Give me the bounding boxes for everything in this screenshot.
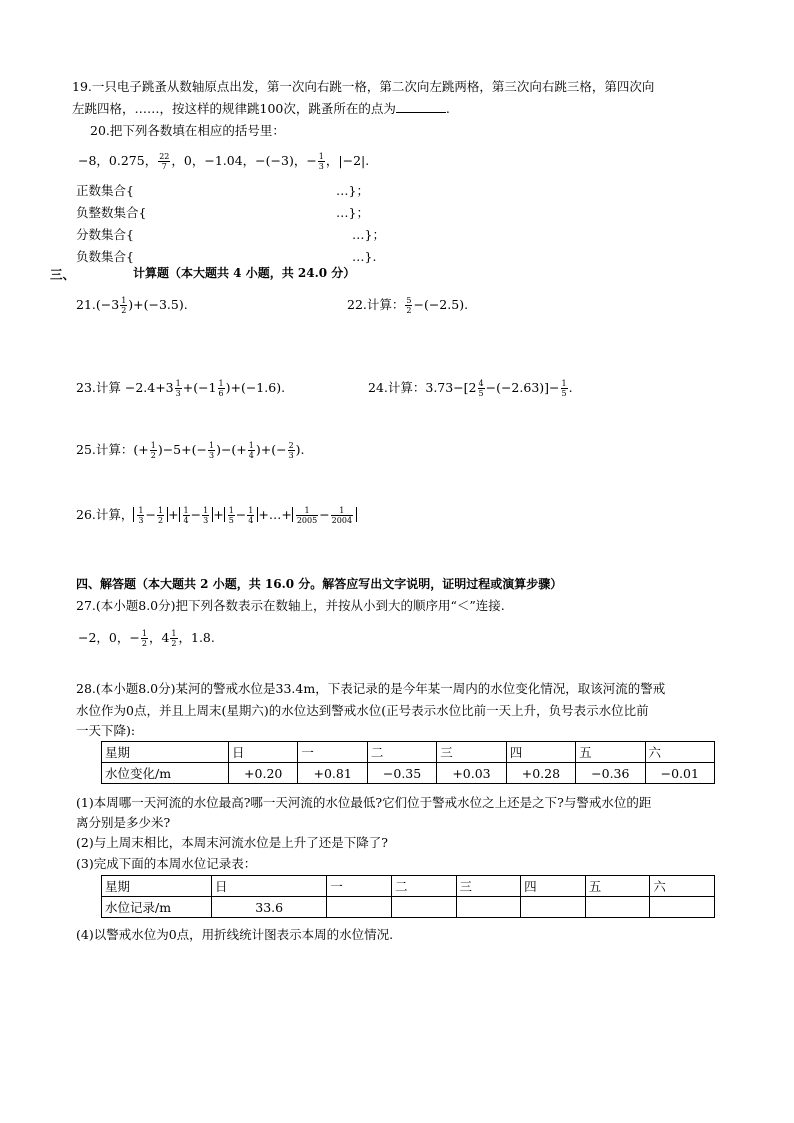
fraction-denominator: 2005	[296, 516, 318, 525]
q28-part1a: (1)本周哪一天河流的水位最高?哪一天河流的水位最低?它们位于警戒水位之上还是之下?与警戒水位的距	[76, 795, 652, 810]
fraction-denominator: 5	[561, 389, 567, 398]
fraction	[318, 152, 325, 171]
q27-a: −2，0，−	[78, 630, 140, 645]
table-cell: 三	[437, 742, 506, 763]
fraction	[157, 506, 164, 525]
table-cell: 一	[298, 742, 367, 763]
q20-numbers	[78, 150, 369, 172]
set-fraction-end: …}；	[352, 227, 385, 242]
section3-title: 计算题（本大题共 4 小题，共 24.0 分）	[133, 266, 356, 280]
table-cell: 六	[645, 742, 714, 763]
fraction-denominator: 4	[183, 516, 189, 525]
minus-sign: −	[145, 507, 156, 522]
q19-line2-text: 左跳四格，……，按这样的规律跳100次，跳蚤所在的点为	[72, 101, 396, 116]
fraction-denominator: 7	[161, 162, 167, 171]
table-header-row	[102, 742, 715, 763]
fraction-denominator: 6	[218, 389, 224, 398]
plus-sign: +	[168, 507, 179, 522]
fraction	[183, 506, 190, 525]
answer-blank	[396, 100, 446, 113]
table-cell: 水位记录/m	[102, 897, 212, 918]
fraction-numerator: 1	[157, 506, 164, 515]
absolute-value	[133, 506, 168, 525]
q28-part2: (2)与上周末相比，本周末河流水位是上升了还是下降了?	[76, 835, 388, 850]
set-positive-end: …}；	[336, 183, 369, 198]
fraction-denominator: 2	[150, 451, 156, 460]
q27-c: ，1.8.	[178, 630, 215, 645]
fraction-denominator: 3	[138, 516, 144, 525]
fraction	[150, 441, 157, 460]
table-cell: 水位变化/m	[102, 763, 229, 784]
q27-numbers	[78, 627, 215, 649]
fraction	[158, 152, 170, 171]
fraction-denominator: 3	[208, 451, 215, 460]
q25-c: )−(+	[216, 442, 247, 457]
table-cell: 二	[391, 876, 456, 897]
table-cell: +0.81	[298, 763, 367, 784]
table-cell: 二	[367, 742, 436, 763]
fraction-numerator: 1	[121, 296, 127, 305]
set-fraction-label: 分数集合{	[76, 227, 134, 242]
table-cell: +0.03	[437, 763, 506, 784]
fraction-numerator: 1	[183, 506, 189, 515]
fraction-numerator: 1	[218, 379, 224, 388]
fraction	[137, 506, 144, 525]
table-cell: 日	[212, 876, 327, 897]
ellipsis: +…+	[258, 507, 292, 522]
fraction-denominator: 2	[171, 639, 177, 648]
fraction-denominator: 2	[157, 516, 164, 525]
table-cell	[585, 897, 650, 918]
q25-d: )+(−	[255, 442, 287, 457]
q25-b: )−5+(−	[157, 442, 207, 457]
fraction	[296, 506, 318, 525]
q24-b: −(−2.63)]−	[485, 380, 560, 395]
fraction-numerator: 1	[248, 441, 254, 450]
table-cell: 日	[229, 742, 298, 763]
q24-a: 24.计算：3.73−[2	[368, 380, 477, 395]
fraction	[120, 296, 127, 315]
fraction-denominator: 3	[203, 516, 209, 525]
fraction	[561, 379, 568, 398]
q21	[76, 294, 188, 316]
table-cell	[456, 897, 521, 918]
q26	[76, 503, 357, 527]
fraction-numerator: 1	[248, 506, 254, 515]
table-cell: 四	[521, 876, 586, 897]
fraction-denominator: 5	[478, 389, 484, 398]
set-positive-label: 正数集合{	[76, 183, 134, 198]
fraction-denominator: 4	[248, 451, 254, 460]
fraction	[228, 506, 235, 525]
q22-b: −(−2.5).	[413, 297, 469, 312]
water-change-table	[101, 741, 715, 784]
q23-c: )+(−1.6).	[225, 380, 286, 395]
q23-a: 23.计算 −2.4+3	[76, 380, 174, 395]
fraction-denominator: 2	[121, 306, 127, 315]
table-row	[102, 897, 715, 918]
fraction-numerator: 1	[208, 441, 215, 450]
table-row	[102, 763, 715, 784]
q19-line2	[72, 100, 450, 118]
q28-part4: (4)以警戒水位为0点，用折线统计图表示本周的水位情况.	[76, 927, 394, 942]
q23	[76, 377, 285, 399]
fraction-denominator: 3	[175, 389, 181, 398]
table-cell: 星期	[102, 742, 229, 763]
fraction-numerator: 1	[561, 379, 567, 388]
fraction-numerator: 1	[203, 506, 209, 515]
q28-line3: 一天下降):	[76, 723, 136, 738]
q23-b: +(−1	[182, 380, 217, 395]
fraction-denominator: 4	[248, 516, 254, 525]
table-cell: 星期	[102, 876, 212, 897]
set-negative-end: …}.	[352, 249, 377, 264]
plus-sign: +	[213, 507, 224, 522]
table-cell: −0.36	[576, 763, 645, 784]
fraction	[248, 441, 255, 460]
set-negative-label: 负数集合{	[76, 249, 134, 264]
table-cell	[521, 897, 586, 918]
fraction	[478, 379, 485, 398]
absolute-value	[179, 506, 214, 525]
q25-a: 25.计算：(+	[76, 442, 149, 457]
fraction-numerator: 1	[175, 379, 181, 388]
fraction	[405, 296, 412, 315]
q26-a: 26.计算，	[76, 507, 134, 522]
q25	[76, 439, 305, 461]
fraction	[247, 506, 254, 525]
q20-numbers-e: ，|−2|.	[325, 153, 370, 168]
minus-sign: −	[235, 507, 247, 522]
table-cell: 五	[585, 876, 650, 897]
set-negative-integer-end: …}；	[336, 205, 369, 220]
q28-line2: 水位作为0点，并且上周末(星期六)的水位达到警戒水位(正号表示水位比前一天上升，负号表示水位比前	[76, 703, 649, 718]
q19-line2-end: .	[445, 101, 450, 116]
set-negative-integer-label: 负整数集合{	[76, 205, 147, 220]
q20-numbers-c: ，0，−1.04，−(−3)，−	[171, 153, 317, 168]
fraction-numerator: 1	[331, 506, 353, 516]
q28-part3: (3)完成下面的本周水位记录表：	[76, 856, 257, 871]
fraction-denominator: 3	[318, 162, 324, 171]
fraction-numerator: 2	[288, 441, 294, 450]
table-cell	[391, 897, 456, 918]
fraction	[175, 379, 182, 398]
table-cell	[327, 897, 392, 918]
table-cell: −0.01	[645, 763, 714, 784]
table-cell: 三	[456, 876, 521, 897]
table-header-row	[102, 876, 715, 897]
q24-c: .	[568, 380, 573, 395]
q25-e: ).	[295, 442, 305, 457]
fraction-numerator: 1	[138, 506, 144, 515]
absolute-value	[224, 506, 259, 525]
fraction-numerator: 1	[318, 152, 324, 161]
q24	[368, 377, 573, 399]
q19-line1: 19.一只电子跳蚤从数轴原点出发，第一次向右跳一格，第二次向左跳两格，第三次向右跳三格，第四次向	[72, 79, 655, 94]
table-cell: +0.28	[506, 763, 575, 784]
q20-title: 20.把下列各数填在相应的括号里：	[90, 123, 285, 138]
q27-title: 27.(本小题8.0分)把下列各数表示在数轴上，并按从小到大的顺序用“＜”连接.	[76, 598, 505, 613]
fraction	[331, 506, 353, 525]
fraction-numerator: 1	[171, 629, 177, 638]
fraction-numerator: 4	[478, 379, 484, 388]
table-cell: −0.35	[367, 763, 436, 784]
fraction-denominator: 2	[141, 639, 147, 648]
q27-b: ，4	[148, 630, 170, 645]
table-cell: 四	[506, 742, 575, 763]
table-cell: +0.20	[229, 763, 298, 784]
fraction-denominator: 5	[228, 516, 234, 525]
fraction	[208, 441, 215, 460]
fraction	[288, 441, 295, 460]
fraction	[202, 506, 209, 525]
q21-b: )+(−3.5).	[128, 297, 188, 312]
table-cell	[650, 897, 715, 918]
q28-line1: 28.(本小题8.0分)某河的警戒水位是33.4m，下表记录的是今年某一周内的水位变化情况，取该河流的警戒	[76, 681, 666, 696]
table-cell: 六	[650, 876, 715, 897]
minus-sign: −	[319, 507, 330, 522]
q22-a: 22.计算：	[347, 297, 405, 312]
fraction	[218, 379, 225, 398]
table-cell: 33.6	[212, 897, 327, 918]
fraction-numerator: 1	[150, 441, 156, 450]
section3-number: 三、	[50, 267, 76, 282]
fraction-numerator: 5	[406, 296, 412, 305]
water-record-table	[101, 875, 715, 918]
section4-title: 四、解答题（本大题共 2 小题，共 16.0 分。解答应写出文字说明，证明过程或演算步骤）	[76, 577, 563, 591]
minus-sign: −	[190, 507, 202, 522]
absolute-value	[292, 506, 357, 525]
fraction-denominator: 2	[406, 306, 412, 315]
table-cell: 一	[327, 876, 392, 897]
q20-numbers-a: −8，0.275，	[78, 153, 158, 168]
fraction-numerator: 1	[296, 506, 318, 516]
fraction-denominator: 2004	[331, 516, 353, 525]
q22	[347, 294, 468, 316]
fraction-denominator: 3	[288, 451, 294, 460]
q28-part1b: 离分别是多少米?	[76, 815, 171, 830]
fraction	[141, 629, 148, 648]
fraction-numerator: 22	[159, 152, 170, 161]
q21-a: 21.(−3	[76, 297, 120, 312]
fraction-numerator: 1	[141, 629, 147, 638]
fraction-numerator: 1	[228, 506, 234, 515]
table-cell: 五	[576, 742, 645, 763]
fraction	[170, 629, 177, 648]
